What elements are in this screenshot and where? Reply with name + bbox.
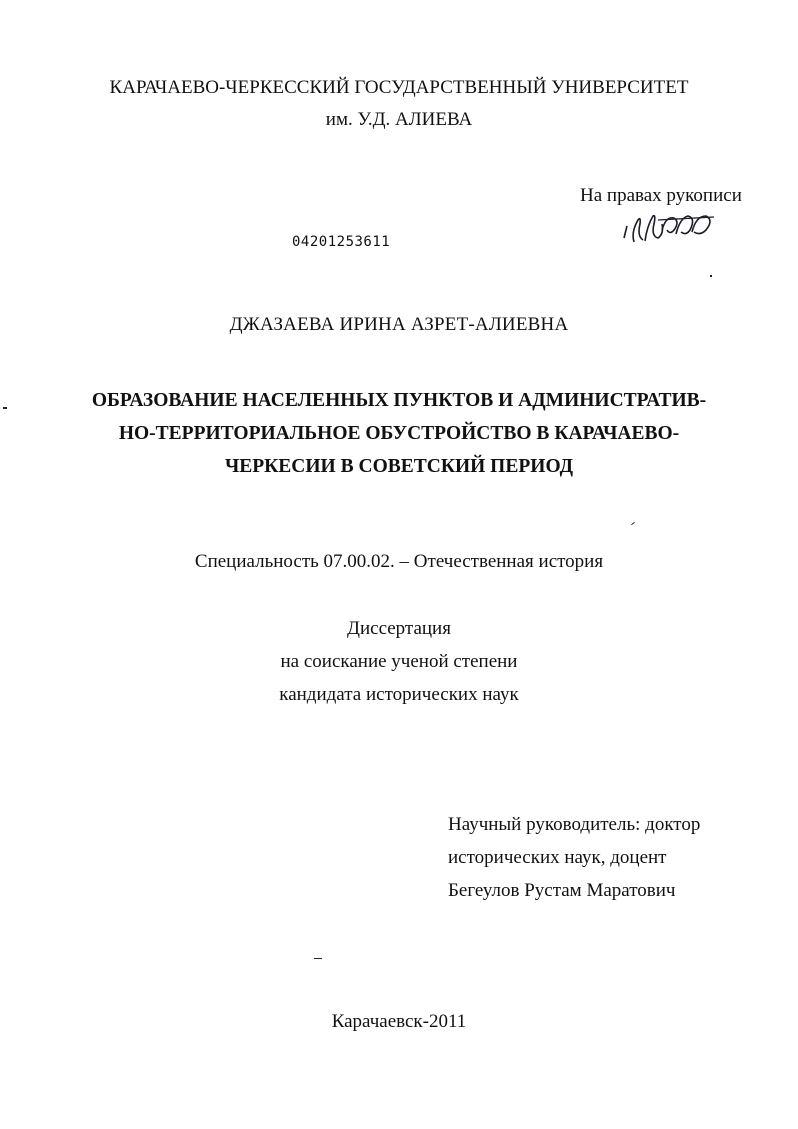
scan-speck (710, 275, 712, 277)
dissertation-title-line-3: ЧЕРКЕСИИ В СОВЕТСКИЙ ПЕРИОД (224, 456, 574, 477)
university-named-after: им. У.Д. АЛИЕВА (325, 109, 473, 130)
supervisor-line-2: исторических наук, доцент (448, 847, 667, 868)
signature (618, 208, 722, 250)
degree-line-1: на соискание ученой степени (280, 651, 518, 672)
place-and-year: Карачаевск-2011 (331, 1011, 467, 1032)
supervisor-line-1: Научный руководитель: доктор (448, 814, 701, 835)
supervisor-name: Бегеулов Рустам Маратович (448, 880, 676, 901)
dissertation-title-line-1: ОБРАЗОВАНИЕ НАСЕЛЕННЫХ ПУНКТОВ И АДМИНИСТРАТИВ- (91, 390, 707, 411)
manuscript-rights-note: На правах рукописи (580, 185, 742, 206)
scan-speck (631, 522, 635, 525)
university-name: КАРАЧАЕВО-ЧЕРКЕССКИЙ ГОСУДАРСТВЕННЫЙ УНИВЕРСИТЕТ (109, 77, 689, 98)
scan-speck (3, 407, 7, 409)
dissertation-label: Диссертация (347, 618, 451, 639)
specialty: Специальность 07.00.02. – Отечественная история (194, 551, 604, 572)
catalog-number: 04201253611 (292, 234, 391, 250)
dissertation-title-line-2: НО-ТЕРРИТОРИАЛЬНОЕ ОБУСТРОЙСТВО В КАРАЧАЕВО- (118, 423, 680, 444)
scan-speck (314, 958, 322, 959)
author-name: ДЖАЗАЕВА ИРИНА АЗРЕТ-АЛИЕВНА (229, 314, 569, 335)
degree-line-2: кандидата исторических наук (279, 684, 519, 705)
